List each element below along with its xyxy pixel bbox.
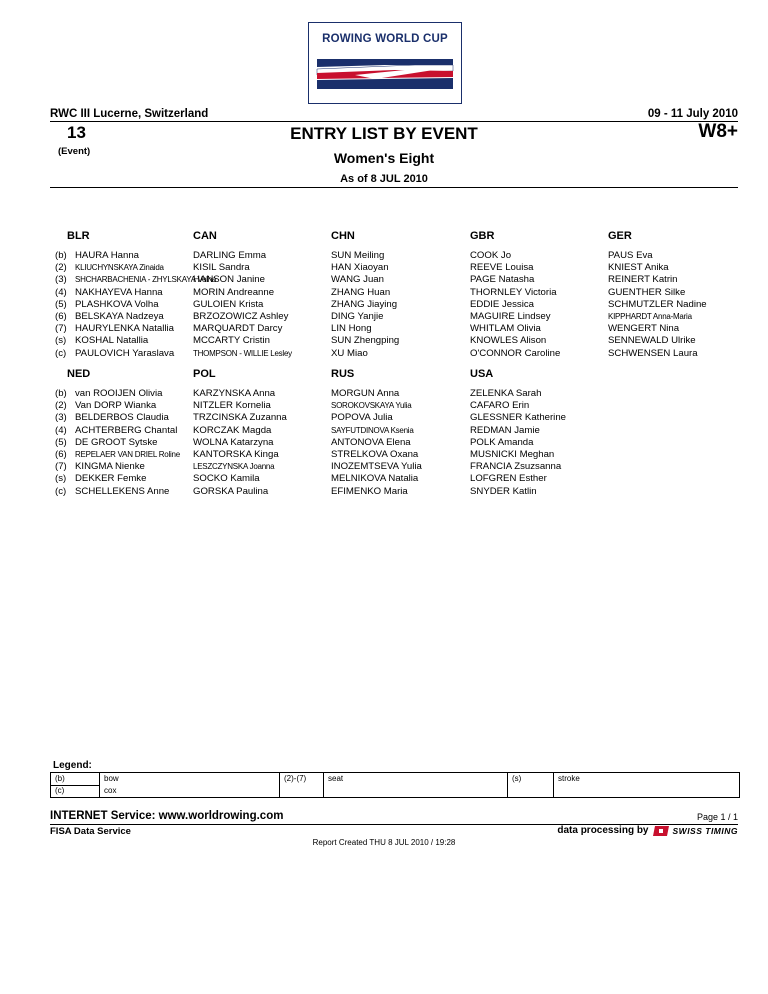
- crew-member-row: [331, 486, 471, 498]
- athlete-name: REEVE Louisa: [470, 262, 534, 274]
- crew-member-row: [193, 425, 333, 437]
- nation-code: RUS: [331, 368, 355, 380]
- crew-chn: [331, 230, 471, 360]
- crew-member-row: [193, 486, 333, 498]
- event-label: (Event): [58, 146, 91, 157]
- athlete-name: KLIUCHYNSKAYA Zinaida: [75, 263, 164, 273]
- crew-member-row: [331, 287, 471, 299]
- athlete-name: SHCHARBACHENIA - ZHYLSKAYA Volha: [75, 275, 217, 285]
- crew-member-row: [55, 299, 195, 311]
- athlete-name: LESZCZYNSKA Joanna: [193, 462, 275, 472]
- seat-position: (3): [55, 412, 67, 424]
- crew-member-row: [331, 449, 471, 461]
- crew-member-row: [470, 274, 610, 286]
- internet-service: INTERNET Service: www.worldrowing.com: [50, 810, 284, 822]
- data-processing-label: data processing by: [557, 825, 649, 836]
- athlete-name: WANG Juan: [331, 274, 384, 286]
- crew-rows: [608, 250, 748, 360]
- fisa-data-service: FISA Data Service: [50, 826, 131, 837]
- athlete-name: EDDIE Jessica: [470, 298, 534, 310]
- athlete-name: KARZYNSKA Anna: [193, 388, 276, 399]
- crew-member-row: [470, 473, 610, 485]
- crew-member-row: [608, 274, 748, 286]
- athlete-name: MORGUN Anna: [331, 388, 400, 399]
- crew-ned: [55, 368, 195, 498]
- athlete-name: REINERT Katrin: [608, 274, 678, 286]
- athlete-name: PAULOVICH Yaraslava: [75, 347, 175, 359]
- crew-member-row: [55, 412, 195, 424]
- seat-position: (c): [55, 347, 67, 359]
- athlete-name: SENNEWALD Ulrike: [608, 335, 696, 347]
- event-code: W8+: [698, 121, 738, 142]
- page-title: ENTRY LIST BY EVENT: [290, 124, 478, 143]
- crew-member-row: [470, 461, 610, 473]
- athlete-name: GLESSNER Katherine: [470, 412, 566, 424]
- crew-member-row: [55, 311, 195, 323]
- crew-member-row: [608, 287, 748, 299]
- crew-member-row: [331, 473, 471, 485]
- crew-member-row: [470, 323, 610, 335]
- legend-seat-label: seat: [328, 774, 344, 783]
- athlete-name: DE GROOT Sytske: [75, 436, 158, 448]
- crew-member-row: [608, 348, 748, 360]
- crew-rows: [470, 388, 610, 498]
- athlete-name: PAUS Eva: [608, 250, 653, 261]
- athlete-name: CAFARO Erin: [470, 400, 530, 412]
- crew-member-row: [331, 311, 471, 323]
- nation-code: USA: [470, 368, 494, 380]
- legend-seat-code: (2)-(7): [284, 774, 307, 783]
- legend-table: [50, 772, 740, 798]
- seat-position: (3): [55, 274, 67, 286]
- crew-member-row: [331, 425, 471, 437]
- crew-rows: [331, 388, 471, 498]
- crew-gbr: [470, 230, 610, 360]
- crew-member-row: [608, 323, 748, 335]
- logo-text: ROWING WORLD CUP: [322, 33, 448, 45]
- crew-rows: [470, 250, 610, 360]
- athlete-name: PLASHKOVA Volha: [75, 298, 159, 310]
- crew-member-row: [55, 388, 195, 400]
- athlete-name: MARQUARDT Darcy: [193, 323, 283, 335]
- crew-rows: [55, 388, 195, 498]
- crew-member-row: [55, 400, 195, 412]
- athlete-name: SNYDER Katlin: [470, 485, 537, 497]
- athlete-name: BELSKAYA Nadzeya: [75, 310, 164, 322]
- athlete-name: REPELAER VAN DRIEL Roline: [75, 449, 180, 459]
- crew-member-row: [55, 437, 195, 449]
- athlete-name: HAN Xiaoyan: [331, 262, 389, 274]
- crew-member-row: [608, 299, 748, 311]
- athlete-name: BRZOZOWICZ Ashley: [193, 310, 289, 322]
- legend-divider: [99, 773, 100, 797]
- crew-member-row: [470, 400, 610, 412]
- legend-divider: [553, 773, 554, 797]
- crew-member-row: [331, 388, 471, 400]
- header-rule: [50, 121, 738, 122]
- crew-member-row: [55, 262, 195, 274]
- crew-member-row: [193, 274, 333, 286]
- athlete-name: COOK Jo: [470, 250, 512, 261]
- athlete-name: van ROOIJEN Olivia: [75, 388, 163, 399]
- athlete-name: MELNIKOVA Natalia: [331, 473, 419, 485]
- crew-rows: [331, 250, 471, 360]
- crew-member-row: [470, 437, 610, 449]
- legend-divider: [507, 773, 508, 797]
- crew-member-row: [331, 274, 471, 286]
- crew-member-row: [193, 400, 333, 412]
- crew-member-row: [193, 299, 333, 311]
- crew-member-row: [331, 250, 471, 262]
- crew-member-row: [331, 461, 471, 473]
- athlete-name: SCHMUTZLER Nadine: [608, 298, 707, 310]
- legend-title: Legend:: [53, 760, 92, 771]
- athlete-name: FRANCIA Zsuzsanna: [470, 461, 562, 473]
- athlete-name: DING Yanjie: [331, 310, 384, 322]
- crew-member-row: [193, 335, 333, 347]
- athlete-name: POPOVA Julia: [331, 412, 393, 424]
- nation-code: CAN: [193, 230, 217, 242]
- crew-member-row: [470, 262, 610, 274]
- crew-rows: [193, 250, 333, 360]
- crew-member-row: [193, 449, 333, 461]
- crew-member-row: [55, 473, 195, 485]
- crew-member-row: [55, 348, 195, 360]
- crew-rus: [331, 368, 471, 498]
- regatta-dates: 09 - 11 July 2010: [647, 108, 738, 120]
- event-name: Women's Eight: [333, 150, 435, 166]
- athlete-name: KOSHAL Natallia: [75, 335, 149, 347]
- crew-member-row: [331, 412, 471, 424]
- legend-divider: [279, 773, 280, 797]
- seat-position: (2): [55, 262, 67, 274]
- crew-member-row: [193, 388, 333, 400]
- athlete-name: SOCKO Kamila: [193, 473, 260, 485]
- title-rule: [50, 187, 738, 188]
- athlete-name: Van DORP Wianka: [75, 400, 157, 412]
- athlete-name: INOZEMTSEVA Yulia: [331, 461, 422, 473]
- legend-divider: [323, 773, 324, 797]
- seat-position: (6): [55, 448, 67, 460]
- athlete-name: SCHWENSEN Laura: [608, 347, 698, 359]
- seat-position: (b): [55, 250, 67, 261]
- athlete-name: KIPPHARDT Anna-Maria: [608, 311, 692, 321]
- athlete-name: PAGE Natasha: [470, 274, 535, 286]
- athlete-name: REDMAN Jamie: [470, 424, 540, 436]
- crew-member-row: [470, 388, 610, 400]
- athlete-name: SAYFUTDINOVA Ksenia: [331, 425, 414, 435]
- legend-cox-label: cox: [104, 786, 117, 795]
- crew-member-row: [193, 262, 333, 274]
- as-of-date: As of 8 JUL 2010: [340, 173, 428, 185]
- athlete-name: GUENTHER Silke: [608, 286, 686, 298]
- athlete-name: HAURA Hanna: [75, 250, 139, 261]
- athlete-name: LOFGREN Esther: [470, 473, 547, 485]
- nation-code: GBR: [470, 230, 495, 242]
- athlete-name: KNIEST Anika: [608, 262, 669, 274]
- legend-bow-code: (b): [55, 774, 65, 783]
- data-processing: [557, 825, 738, 836]
- crew-member-row: [193, 412, 333, 424]
- swiss-timing-brand: SWISS TIMING: [672, 825, 738, 836]
- athlete-name: KORCZAK Magda: [193, 424, 272, 436]
- crew-member-row: [55, 461, 195, 473]
- crew-member-row: [193, 461, 333, 473]
- crew-member-row: [193, 287, 333, 299]
- event-number: 13: [67, 123, 86, 142]
- crew-member-row: [193, 250, 333, 262]
- athlete-name: POLK Amanda: [470, 436, 534, 448]
- seat-position: (6): [55, 310, 67, 322]
- athlete-name: WOLNA Katarzyna: [193, 436, 274, 448]
- crew-member-row: [193, 473, 333, 485]
- nation-code: CHN: [331, 230, 355, 242]
- crew-member-row: [193, 311, 333, 323]
- page-number: Page 1 / 1: [696, 812, 738, 822]
- crew-member-row: [55, 425, 195, 437]
- legend-bow-label: bow: [104, 774, 119, 783]
- crew-member-row: [470, 425, 610, 437]
- crew-member-row: [470, 412, 610, 424]
- nation-code: POL: [193, 368, 216, 380]
- crew-member-row: [331, 348, 471, 360]
- flag-boat-icon: [315, 53, 455, 93]
- athlete-name: LIN Hong: [331, 323, 372, 335]
- nation-code: BLR: [67, 230, 90, 242]
- nation-code: GER: [608, 230, 632, 242]
- athlete-name: ZHANG Huan: [331, 286, 391, 298]
- athlete-name: KNOWLES Alison: [470, 335, 547, 347]
- athlete-name: WENGERT Nina: [608, 323, 680, 335]
- athlete-name: SUN Zhengping: [331, 335, 400, 347]
- crew-member-row: [55, 486, 195, 498]
- crew-member-row: [608, 250, 748, 262]
- crew-rows: [55, 250, 217, 360]
- seat-position: (s): [55, 335, 67, 347]
- crew-rows: [193, 388, 333, 498]
- seat-position: (5): [55, 436, 67, 448]
- crew-member-row: [608, 335, 748, 347]
- legend-stroke-code: (s): [512, 774, 522, 783]
- athlete-name: GORSKA Paulina: [193, 485, 269, 497]
- athlete-name: ANTONOVA Elena: [331, 436, 411, 448]
- seat-position: (s): [55, 473, 67, 485]
- athlete-name: GULOIEN Krista: [193, 298, 264, 310]
- athlete-name: MUSNICKI Meghan: [470, 448, 555, 460]
- athlete-name: SOROKOVSKAYA Yulia: [331, 401, 412, 411]
- crew-member-row: [470, 287, 610, 299]
- crew-member-row: [470, 311, 610, 323]
- regatta-name: RWC III Lucerne, Switzerland: [50, 108, 209, 120]
- athlete-name: XU Miao: [331, 347, 368, 359]
- crew-member-row: [55, 323, 195, 335]
- athlete-name: MCCARTY Cristin: [193, 335, 270, 347]
- crew-member-row: [55, 335, 195, 347]
- athlete-name: STRELKOVA Oxana: [331, 448, 419, 460]
- seat-position: (b): [55, 388, 67, 399]
- crew-member-row: [470, 486, 610, 498]
- crew-member-row: [331, 262, 471, 274]
- crew-member-row: [470, 335, 610, 347]
- rowing-world-cup-logo: [308, 22, 462, 104]
- athlete-name: SUN Meiling: [331, 250, 385, 261]
- athlete-name: DEKKER Femke: [75, 473, 147, 485]
- athlete-name: KANTORSKA Kinga: [193, 448, 279, 460]
- crew-member-row: [470, 348, 610, 360]
- athlete-name: THORNLEY Victoria: [470, 286, 557, 298]
- seat-position: (2): [55, 400, 67, 412]
- athlete-name: DARLING Emma: [193, 250, 267, 261]
- crew-member-row: [193, 348, 333, 360]
- crew-can: [193, 230, 333, 360]
- athlete-name: ZHANG Jiaying: [331, 298, 398, 310]
- crew-member-row: [331, 400, 471, 412]
- athlete-name: MORIN Andreanne: [193, 286, 275, 298]
- seat-position: (7): [55, 461, 67, 473]
- athlete-name: HAURYLENKA Natallia: [75, 323, 175, 335]
- athlete-name: TRZCINSKA Zuzanna: [193, 412, 287, 424]
- athlete-name: O'CONNOR Caroline: [470, 347, 561, 359]
- crew-member-row: [608, 262, 748, 274]
- athlete-name: HANSON Janine: [193, 274, 265, 286]
- crew-member-row: [193, 323, 333, 335]
- nation-code: NED: [67, 368, 91, 380]
- crew-pol: [193, 368, 333, 498]
- seat-position: (4): [55, 424, 67, 436]
- athlete-name: ACHTERBERG Chantal: [75, 424, 178, 436]
- seat-position: (c): [55, 485, 67, 497]
- crew-ger: [608, 230, 748, 360]
- crew-member-row: [608, 311, 748, 323]
- crew-member-row: [470, 299, 610, 311]
- swiss-timing-logo-icon: [653, 826, 669, 836]
- crew-member-row: [55, 449, 195, 461]
- athlete-name: WHITLAM Olivia: [470, 323, 541, 335]
- crew-member-row: [331, 437, 471, 449]
- athlete-name: KINGMA Nienke: [75, 461, 145, 473]
- report-created: Report Created THU 8 JUL 2010 / 19:28: [312, 838, 456, 847]
- crew-member-row: [331, 335, 471, 347]
- seat-position: (4): [55, 286, 67, 298]
- crew-usa: [470, 368, 610, 498]
- seat-position: (5): [55, 298, 67, 310]
- crew-member-row: [55, 250, 195, 262]
- athlete-name: SCHELLEKENS Anne: [75, 485, 170, 497]
- athlete-name: BELDERBOS Claudia: [75, 412, 169, 424]
- crew-member-row: [470, 449, 610, 461]
- crew-member-row: [193, 437, 333, 449]
- athlete-name: THOMPSON - WILLIE Lesley: [193, 348, 292, 358]
- athlete-name: NAKHAYEVA Hanna: [75, 286, 163, 298]
- crew-member-row: [55, 287, 195, 299]
- crew-member-row: [470, 250, 610, 262]
- athlete-name: EFIMENKO Maria: [331, 485, 408, 497]
- crew-member-row: [331, 323, 471, 335]
- crew-member-row: [331, 299, 471, 311]
- seat-position: (7): [55, 323, 67, 335]
- athlete-name: NITZLER Kornelia: [193, 400, 271, 412]
- crew-member-row: [55, 274, 217, 286]
- legend-cox-code: (c): [55, 786, 65, 795]
- athlete-name: KISIL Sandra: [193, 262, 250, 274]
- legend-stroke-label: stroke: [558, 774, 580, 783]
- athlete-name: MAGUIRE Lindsey: [470, 310, 551, 322]
- athlete-name: ZELENKA Sarah: [470, 388, 542, 399]
